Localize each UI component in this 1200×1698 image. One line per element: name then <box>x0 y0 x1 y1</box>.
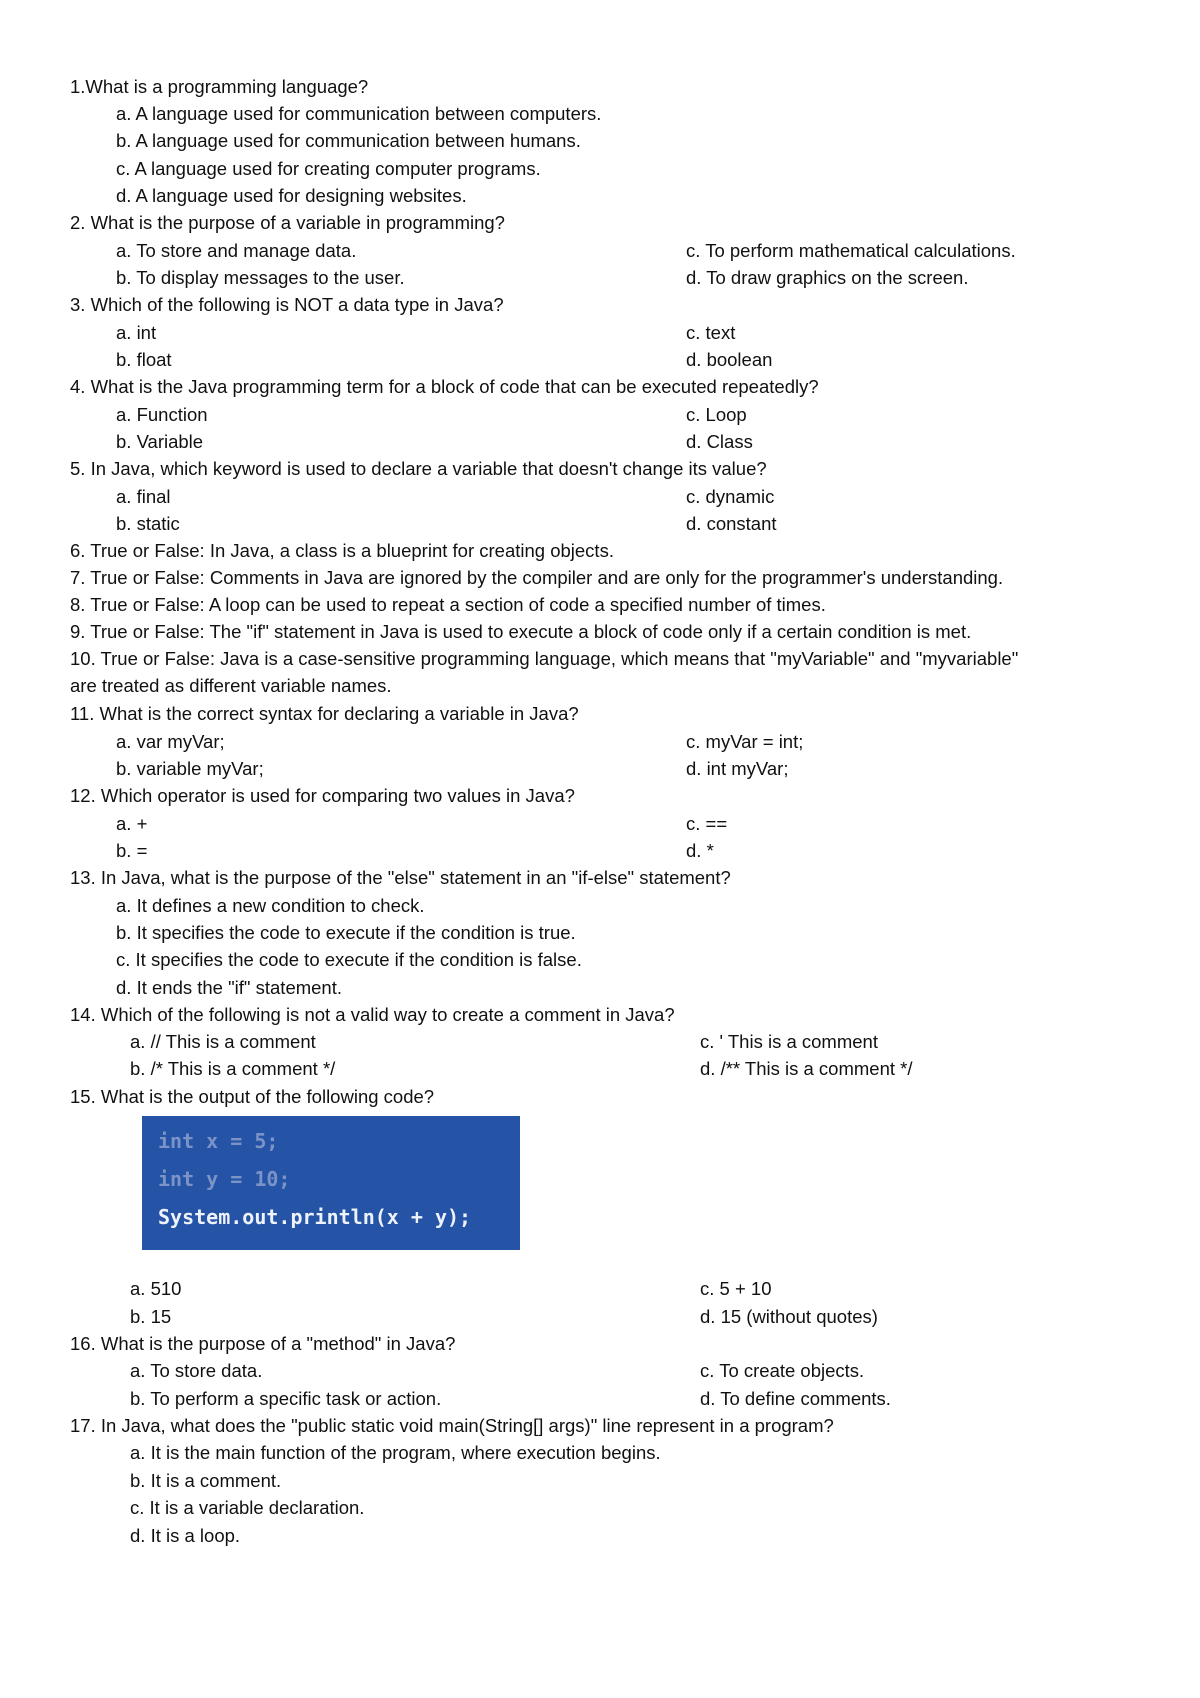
q5-option-c: c. dynamic <box>686 486 775 507</box>
q11-option-d: d. int myVar; <box>686 758 789 779</box>
q4-option-c: c. Loop <box>686 404 747 425</box>
q10-question-line2: are treated as different variable names. <box>70 675 392 696</box>
q14-question: 14. Which of the following is not a valid way to create a comment in Java? <box>70 1004 675 1025</box>
q5-question: 5. In Java, which keyword is used to declare a variable that doesn't change its value? <box>70 458 767 479</box>
code-line-3: System.out.println(x + y); <box>158 1205 472 1229</box>
q8-question: 8. True or False: A loop can be used to repeat a section of code a specified number of times. <box>70 594 826 615</box>
q12-option-c: c. == <box>686 813 728 834</box>
q2-question: 2. What is the purpose of a variable in programming? <box>70 212 505 233</box>
q1-option-a: a. A language used for communication between computers. <box>116 103 602 124</box>
q13-question: 13. In Java, what is the purpose of the "else" statement in an "if-else" statement? <box>70 867 731 888</box>
q2-option-a: a. To store and manage data. <box>116 240 357 261</box>
q1-option-c: c. A language used for creating computer programs. <box>116 158 541 179</box>
q11-option-a: a. var myVar; <box>116 731 225 752</box>
q3-option-c: c. text <box>686 322 736 343</box>
q2-option-d: d. To draw graphics on the screen. <box>686 267 969 288</box>
q3-question: 3. Which of the following is NOT a data type in Java? <box>70 294 504 315</box>
q6-question: 6. True or False: In Java, a class is a blueprint for creating objects. <box>70 540 614 561</box>
q2-option-b: b. To display messages to the user. <box>116 267 405 288</box>
q13-option-c: c. It specifies the code to execute if the condition is false. <box>116 949 582 970</box>
q17-option-d: d. It is a loop. <box>130 1525 241 1546</box>
q15-option-b: b. 15 <box>130 1306 172 1327</box>
q14-option-a: a. // This is a comment <box>130 1031 316 1052</box>
q5-option-d: d. constant <box>686 513 777 534</box>
code-line-2: int y = 10; <box>158 1167 291 1191</box>
q16-option-d: d. To define comments. <box>700 1388 891 1409</box>
q1-question: 1.What is a programming language? <box>70 76 369 97</box>
q16-option-c: c. To create objects. <box>700 1360 865 1381</box>
q15-option-d: d. 15 (without quotes) <box>700 1306 878 1327</box>
q15-option-a: a. 510 <box>130 1278 182 1299</box>
q3-option-d: d. boolean <box>686 349 773 370</box>
q5-option-b: b. static <box>116 513 180 534</box>
q14-option-c: c. ' This is a comment <box>700 1031 878 1052</box>
q17-question: 17. In Java, what does the "public static void main(String[] args)" line represent in a program? <box>70 1415 834 1436</box>
code-line-1: int x = 5; <box>158 1129 279 1153</box>
q3-option-b: b. float <box>116 349 172 370</box>
q17-option-a: a. It is the main function of the program, where execution begins. <box>130 1442 661 1463</box>
q16-option-a: a. To store data. <box>130 1360 263 1381</box>
q2-option-c: c. To perform mathematical calculations. <box>686 240 1016 261</box>
q13-option-b: b. It specifies the code to execute if the condition is true. <box>116 922 576 943</box>
q10-question-line1: 10. True or False: Java is a case-sensitive programming language, which means that "myVariable" and "myvariable" <box>70 648 1019 669</box>
q15-option-c: c. 5 + 10 <box>700 1278 772 1299</box>
q4-question: 4. What is the Java programming term for a block of code that can be executed repeatedly? <box>70 376 819 397</box>
q13-option-a: a. It defines a new condition to check. <box>116 895 425 916</box>
q12-question: 12. Which operator is used for comparing two values in Java? <box>70 785 575 806</box>
q12-option-a: a. + <box>116 813 148 834</box>
q12-option-b: b. = <box>116 840 148 861</box>
q17-option-c: c. It is a variable declaration. <box>130 1497 365 1518</box>
q5-option-a: a. final <box>116 486 171 507</box>
q16-question: 16. What is the purpose of a "method" in Java? <box>70 1333 456 1354</box>
q1-option-d: d. A language used for designing websites. <box>116 185 467 206</box>
q14-option-b: b. /* This is a comment */ <box>130 1058 336 1079</box>
q15-question: 15. What is the output of the following code? <box>70 1086 435 1107</box>
q4-option-d: d. Class <box>686 431 753 452</box>
q13-option-d: d. It ends the "if" statement. <box>116 977 343 998</box>
q3-option-a: a. int <box>116 322 157 343</box>
code-snippet <box>142 1116 520 1250</box>
q7-question: 7. True or False: Comments in Java are ignored by the compiler and are only for the programmer's understanding. <box>70 567 1004 588</box>
q11-option-b: b. variable myVar; <box>116 758 264 779</box>
q4-option-a: a. Function <box>116 404 208 425</box>
q11-option-c: c. myVar = int; <box>686 731 804 752</box>
q12-option-d: d. * <box>686 840 714 861</box>
q4-option-b: b. Variable <box>116 431 204 452</box>
q1-option-b: b. A language used for communication between humans. <box>116 130 581 151</box>
q17-option-b: b. It is a comment. <box>130 1470 282 1491</box>
q11-question: 11. What is the correct syntax for declaring a variable in Java? <box>70 703 579 724</box>
q14-option-d: d. /** This is a comment */ <box>700 1058 913 1079</box>
q16-option-b: b. To perform a specific task or action. <box>130 1388 442 1409</box>
q9-question: 9. True or False: The "if" statement in Java is used to execute a block of code only if a certain condition is met. <box>70 621 972 642</box>
